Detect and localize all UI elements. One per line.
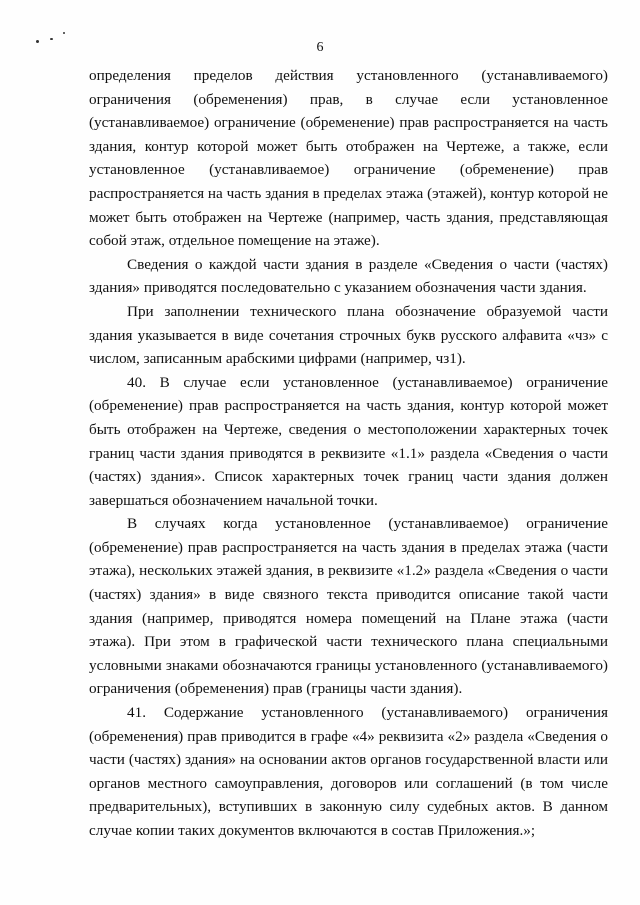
paragraph-continuation: определения пределов действия установленного (устанавливаемого) ограничения (обременения) прав, в случае если установленное (устанавливаемое) ограничение (обременение) прав распространяется на часть здания, контур которой может быть отображен на Чертеже, а также, если установленное (устанавливаемое) ограничение (обременение) прав распространяется на часть здания в пределах этажа (этажей), контур которой не может быть отображен на Чертеже (например, часть здания, представляющая собой этаж, отдельное помещение на этаже). (89, 67, 608, 250)
paragraph: При заполнении технического плана обозначение образуемой части здания указывается в виде сочетания строчных букв русского алфавита «чз» с числом, записанным арабскими цифрами (например, чз1). (89, 302, 608, 368)
paragraph-item-41: 41. Содержание установленного (устанавливаемого) ограничения (обременения) прав приводится в графе «4» реквизита «2» раздела «Сведения о части (частях) здания» на основании актов органов государственной власти или органов местного самоуправления, договоров или соглашений (в том числе предварительных), вступивших в законную силу судебных актов. В данном случае копии таких документов включаются в состав Приложения.»; (89, 704, 608, 839)
paragraph-item-40: 40. В случае если установленное (устанавливаемое) ограничение (обременение) прав распространяется на часть здания, контур которой может быть отображен на Чертеже, сведения о местоположении характерных точек границ части здания приводятся в реквизите «1.1» раздела «Сведения о части (частях) здания». Список характерных точек границ части здания должен завершаться обозначением начальной точки. (89, 373, 608, 509)
document-body (89, 64, 608, 843)
paragraph: В случаях когда установленное (устанавливаемое) ограничение (обременение) прав распространяется на часть здания в пределах этажа (части этажа), нескольких этажей здания, в реквизите «1.2» раздела «Сведения о части (частях) здания» в виде связного текста приводится описание такой части здания (например, приводятся номера помещений на Плане этажа (части этажа). При этом в графической части технического плана специальными условными знаками обозначаются границы установленного (устанавливаемого) ограничения (обременения) прав (границы части здания). (89, 515, 608, 698)
paragraph: Сведения о каждой части здания в разделе «Сведения о части (частях) здания» приводятся последовательно с указанием обозначения части здания. (89, 255, 608, 297)
page-number: 6 (316, 40, 324, 55)
speck (63, 32, 65, 34)
